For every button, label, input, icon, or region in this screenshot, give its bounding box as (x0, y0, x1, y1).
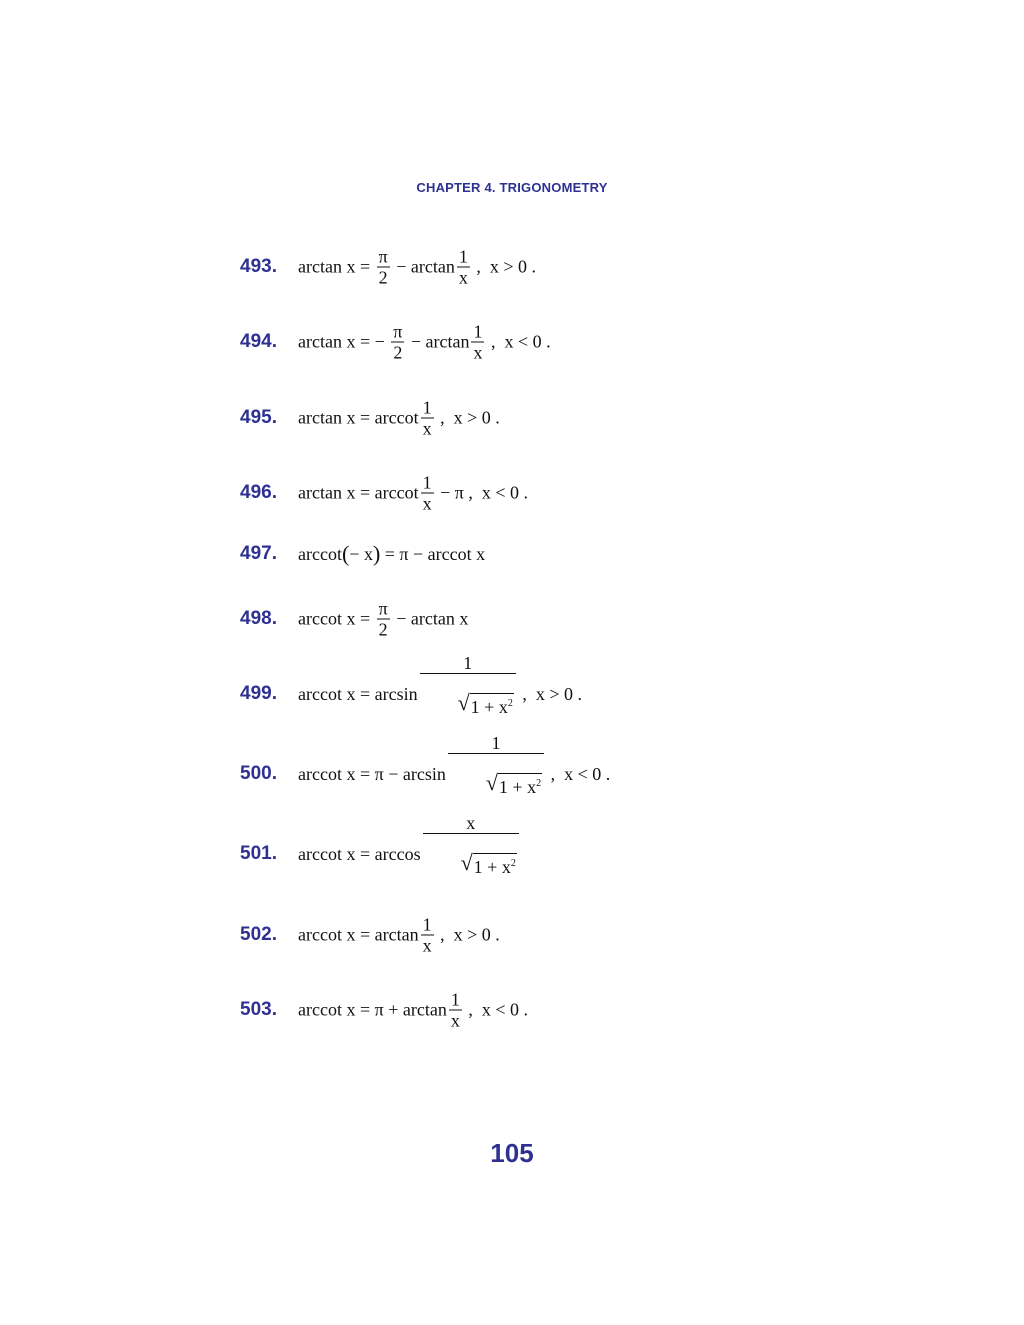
denominator: 2 (378, 267, 388, 288)
formula-495 (240, 388, 940, 448)
expr-lhs: arctan x = arccot (298, 407, 419, 428)
fraction (421, 916, 434, 955)
expr-tail: , x > 0 . (517, 683, 582, 704)
formula-expression (298, 654, 582, 734)
expr-lhs: arctan x = arccot (298, 482, 419, 503)
formula-number: 494. (240, 331, 277, 352)
radicand (473, 853, 517, 876)
formula-503 (240, 980, 940, 1040)
expr-lhs: arccot x = π − arcsin (298, 763, 446, 784)
fraction (449, 991, 462, 1030)
numerator: 1 (491, 733, 501, 753)
formula-493 (240, 237, 940, 297)
expr-inner: − x (349, 543, 373, 564)
numerator: 1 (422, 914, 432, 935)
denominator (448, 753, 544, 814)
denominator: x (422, 418, 432, 439)
denominator (420, 673, 516, 734)
denominator: 2 (378, 619, 388, 640)
fraction (448, 734, 544, 814)
fraction (457, 248, 470, 287)
fraction (377, 248, 390, 287)
formula-expression (298, 399, 500, 438)
formula-500 (240, 733, 940, 804)
expr-lhs: arccot x = π + arctan (298, 999, 447, 1020)
expr-lhs: arccot x = arctan (298, 924, 419, 945)
fraction (421, 474, 434, 513)
formula-expression (298, 323, 551, 362)
radical-sign: √ (485, 770, 498, 795)
denominator (423, 833, 519, 894)
expr-tail: , x < 0 . (546, 763, 611, 784)
formula-number: 493. (240, 256, 277, 277)
expr-mid: − arctan (406, 331, 470, 352)
fraction (420, 654, 516, 734)
formula-number: 501. (240, 843, 277, 864)
fraction (423, 814, 519, 894)
expr-lhs: arctan x = (298, 256, 375, 277)
denominator: x (422, 935, 432, 956)
numerator: 1 (422, 472, 432, 493)
radicand (498, 773, 542, 796)
expr-mid: − arctan (391, 256, 455, 277)
denominator: x (422, 493, 432, 514)
numerator: π (378, 246, 388, 267)
fraction (377, 600, 390, 639)
formula-number: 498. (240, 608, 277, 629)
formula-expression (298, 248, 536, 287)
square-root (457, 690, 514, 717)
formula-expression (298, 541, 485, 567)
numerator: π (393, 321, 403, 342)
formula-number: 503. (240, 999, 277, 1020)
radicand-text: 1 + x (470, 697, 508, 717)
numerator: 1 (450, 989, 460, 1010)
chapter-header: CHAPTER 4. TRIGONOMETRY (416, 180, 608, 195)
radical-sign: √ (460, 850, 473, 875)
exponent: 2 (536, 778, 542, 789)
formula-501 (240, 813, 940, 884)
exponent: 2 (510, 858, 516, 869)
square-root (485, 770, 542, 797)
expr-lhs: arccot (298, 543, 342, 564)
radicand (470, 693, 514, 716)
numerator: 1 (422, 397, 432, 418)
formula-494 (240, 312, 940, 372)
denominator: x (458, 267, 468, 288)
formula-496 (240, 463, 940, 523)
expr-tail: − arctan x (391, 608, 469, 629)
paren-close: ) (372, 541, 381, 566)
expr-tail: = π − arccot x (380, 543, 486, 564)
numerator: 1 (458, 246, 468, 267)
formula-expression (298, 916, 500, 955)
formula-number: 497. (240, 543, 277, 564)
formula-497 (240, 524, 940, 584)
formula-expression (298, 734, 610, 814)
formula-number: 500. (240, 763, 277, 784)
numerator: 1 (463, 653, 473, 673)
exponent: 2 (507, 698, 513, 709)
formula-498 (240, 589, 940, 649)
expr-tail: , x > 0 . (471, 256, 536, 277)
expr-lhs: arctan x = − (298, 331, 390, 352)
expr-tail: , x > 0 . (435, 924, 500, 945)
formula-number: 502. (240, 924, 277, 945)
fraction (471, 323, 484, 362)
expr-tail: , x < 0 . (486, 331, 551, 352)
formula-number: 495. (240, 407, 277, 428)
page-number: 105 (490, 1138, 534, 1168)
formula-number: 496. (240, 482, 277, 503)
numerator: 1 (473, 321, 483, 342)
expr-tail: , x < 0 . (463, 999, 528, 1020)
formula-number: 499. (240, 683, 277, 704)
radicand-text: 1 + x (473, 857, 511, 877)
radicand-text: 1 + x (498, 777, 537, 797)
formula-expression (298, 991, 528, 1030)
denominator: x (450, 1010, 460, 1031)
expr-tail: , x > 0 . (435, 407, 500, 428)
formula-499 (240, 653, 940, 724)
square-root (460, 850, 517, 877)
fraction (421, 399, 434, 438)
formula-expression (298, 600, 468, 639)
numerator: π (378, 598, 388, 619)
expr-lhs: arccot x = arcsin (298, 683, 418, 704)
numerator: x (466, 813, 476, 833)
fraction (391, 323, 404, 362)
formula-expression (298, 814, 521, 894)
expr-lhs: arccot x = arccos (298, 843, 421, 864)
denominator: 2 (393, 342, 403, 363)
expr-tail: − π , x < 0 . (435, 482, 528, 503)
formula-502 (240, 905, 940, 965)
radical-sign: √ (457, 690, 470, 715)
expr-lhs: arccot x = (298, 608, 375, 629)
paren-open: ( (341, 541, 350, 566)
denominator: x (473, 342, 483, 363)
formula-expression (298, 474, 528, 513)
